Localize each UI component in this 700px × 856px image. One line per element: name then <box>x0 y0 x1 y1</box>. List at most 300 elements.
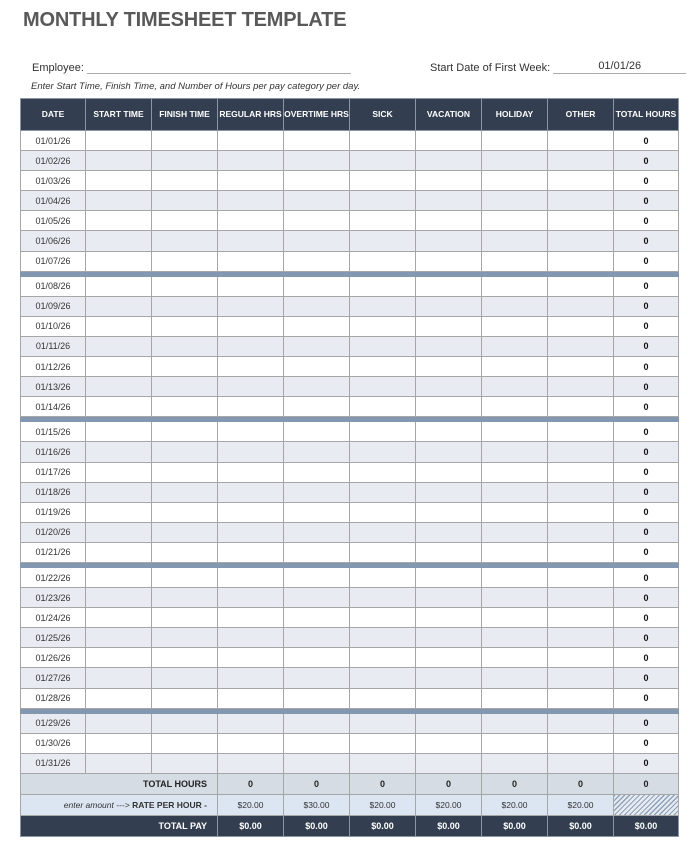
regular-hrs-input[interactable] <box>218 588 284 608</box>
other-input[interactable] <box>548 628 614 648</box>
finish-time-input[interactable] <box>152 276 218 296</box>
sick-input[interactable] <box>350 251 416 271</box>
date-cell: 01/22/26 <box>21 567 86 587</box>
total-hours-cell: 0 <box>614 462 679 482</box>
start-time-input[interactable] <box>86 336 152 356</box>
holiday-input[interactable] <box>482 628 548 648</box>
regular-hrs-input[interactable] <box>218 151 284 171</box>
vacation-input[interactable] <box>416 567 482 587</box>
vacation-input[interactable] <box>416 688 482 708</box>
regular-hrs-input[interactable] <box>218 377 284 397</box>
sick-input[interactable] <box>350 151 416 171</box>
sick-input[interactable] <box>350 316 416 336</box>
vacation-input[interactable] <box>416 171 482 191</box>
overtime-hrs-input[interactable] <box>284 713 350 733</box>
start-time-input[interactable] <box>86 231 152 251</box>
overtime-hrs-input[interactable] <box>284 522 350 542</box>
start-time-input[interactable] <box>86 357 152 377</box>
overtime-hrs-input[interactable] <box>284 397 350 417</box>
holiday-input[interactable] <box>482 733 548 753</box>
overtime-hrs-input[interactable] <box>284 251 350 271</box>
finish-time-input[interactable] <box>152 251 218 271</box>
other-input[interactable] <box>548 422 614 442</box>
regular-hrs-input[interactable] <box>218 442 284 462</box>
finish-time-input[interactable] <box>152 211 218 231</box>
start-time-input[interactable] <box>86 462 152 482</box>
regular-hrs-input[interactable] <box>218 296 284 316</box>
sick-input[interactable] <box>350 276 416 296</box>
regular-hrs-input[interactable] <box>218 628 284 648</box>
other-input[interactable] <box>548 442 614 462</box>
finish-time-input[interactable] <box>152 588 218 608</box>
start-time-input[interactable] <box>86 296 152 316</box>
overtime-hrs-input[interactable] <box>284 567 350 587</box>
sick-input[interactable] <box>350 713 416 733</box>
holiday-input[interactable] <box>482 131 548 151</box>
overtime-hrs-input[interactable] <box>284 191 350 211</box>
regular-hrs-input[interactable] <box>218 171 284 191</box>
other-input[interactable] <box>548 648 614 668</box>
start-time-input[interactable] <box>86 397 152 417</box>
holiday-input[interactable] <box>482 462 548 482</box>
regular-hrs-input[interactable] <box>218 131 284 151</box>
finish-time-input[interactable] <box>152 733 218 753</box>
total-hours-label: TOTAL HOURS <box>21 773 218 794</box>
total-hours-cell: 0 <box>614 251 679 271</box>
total-pay-value: $0.00 <box>548 815 614 836</box>
other-input[interactable] <box>548 397 614 417</box>
date-cell: 01/24/26 <box>21 608 86 628</box>
start-time-input[interactable] <box>86 131 152 151</box>
finish-time-input[interactable] <box>152 131 218 151</box>
total-pay-label: TOTAL PAY <box>21 815 218 836</box>
other-input[interactable] <box>548 231 614 251</box>
date-cell: 01/09/26 <box>21 296 86 316</box>
holiday-input[interactable] <box>482 296 548 316</box>
total-pay-row <box>21 815 679 836</box>
overtime-hrs-input[interactable] <box>284 482 350 502</box>
column-header-vacation: VACATION <box>416 99 482 131</box>
start-time-input[interactable] <box>86 713 152 733</box>
sick-input[interactable] <box>350 482 416 502</box>
finish-time-input[interactable] <box>152 462 218 482</box>
holiday-input[interactable] <box>482 522 548 542</box>
total-hours-cell: 0 <box>614 688 679 708</box>
holiday-input[interactable] <box>482 588 548 608</box>
other-input[interactable] <box>548 131 614 151</box>
vacation-input[interactable] <box>416 482 482 502</box>
other-input[interactable] <box>548 733 614 753</box>
rate-input[interactable]: $30.00 <box>284 794 350 815</box>
holiday-input[interactable] <box>482 276 548 296</box>
regular-hrs-input[interactable] <box>218 753 284 773</box>
other-input[interactable] <box>548 567 614 587</box>
table-row <box>21 668 679 688</box>
regular-hrs-input[interactable] <box>218 422 284 442</box>
overtime-hrs-input[interactable] <box>284 171 350 191</box>
sick-input[interactable] <box>350 357 416 377</box>
date-cell: 01/11/26 <box>21 336 86 356</box>
column-header-sick: SICK <box>350 99 416 131</box>
vacation-input[interactable] <box>416 733 482 753</box>
start-time-input[interactable] <box>86 522 152 542</box>
finish-time-input[interactable] <box>152 713 218 733</box>
regular-hrs-input[interactable] <box>218 522 284 542</box>
regular-hrs-input[interactable] <box>218 191 284 211</box>
vacation-input[interactable] <box>416 377 482 397</box>
vacation-input[interactable] <box>416 251 482 271</box>
finish-time-input[interactable] <box>152 628 218 648</box>
holiday-input[interactable] <box>482 251 548 271</box>
regular-hrs-input[interactable] <box>218 316 284 336</box>
rate-per-hour-label <box>21 794 218 815</box>
regular-hrs-input[interactable] <box>218 276 284 296</box>
sick-input[interactable] <box>350 588 416 608</box>
overtime-hrs-input[interactable] <box>284 462 350 482</box>
rate-input[interactable]: $20.00 <box>548 794 614 815</box>
date-cell: 01/17/26 <box>21 462 86 482</box>
sick-input[interactable] <box>350 628 416 648</box>
overtime-hrs-input[interactable] <box>284 151 350 171</box>
regular-hrs-input[interactable] <box>218 733 284 753</box>
holiday-input[interactable] <box>482 316 548 336</box>
regular-hrs-input[interactable] <box>218 211 284 231</box>
vacation-input[interactable] <box>416 422 482 442</box>
vacation-input[interactable] <box>416 753 482 773</box>
start-time-input[interactable] <box>86 191 152 211</box>
total-hours-cell: 0 <box>614 231 679 251</box>
date-cell: 01/07/26 <box>21 251 86 271</box>
finish-time-input[interactable] <box>152 316 218 336</box>
start-time-input[interactable] <box>86 151 152 171</box>
holiday-input[interactable] <box>482 171 548 191</box>
vacation-input[interactable] <box>416 397 482 417</box>
start-time-input[interactable] <box>86 276 152 296</box>
regular-hrs-input[interactable] <box>218 608 284 628</box>
sick-input[interactable] <box>350 422 416 442</box>
vacation-input[interactable] <box>416 211 482 231</box>
start-time-input[interactable] <box>86 482 152 502</box>
finish-time-input[interactable] <box>152 377 218 397</box>
regular-hrs-input[interactable] <box>218 357 284 377</box>
regular-hrs-input[interactable] <box>218 567 284 587</box>
other-input[interactable] <box>548 211 614 231</box>
vacation-input[interactable] <box>416 502 482 522</box>
finish-time-input[interactable] <box>152 482 218 502</box>
rate-label: RATE PER HOUR - <box>132 799 207 810</box>
start-time-input[interactable] <box>86 688 152 708</box>
holiday-input[interactable] <box>482 357 548 377</box>
sick-input[interactable] <box>350 442 416 462</box>
holiday-input[interactable] <box>482 648 548 668</box>
total-hours-row <box>21 773 679 794</box>
date-cell: 01/02/26 <box>21 151 86 171</box>
start-time-input[interactable] <box>86 542 152 562</box>
start-time-input[interactable] <box>86 171 152 191</box>
start-time-input[interactable] <box>86 316 152 336</box>
holiday-input[interactable] <box>482 542 548 562</box>
sick-input[interactable] <box>350 753 416 773</box>
sick-input[interactable] <box>350 688 416 708</box>
overtime-hrs-input[interactable] <box>284 276 350 296</box>
regular-hrs-input[interactable] <box>218 231 284 251</box>
overtime-hrs-input[interactable] <box>284 628 350 648</box>
holiday-input[interactable] <box>482 713 548 733</box>
vacation-input[interactable] <box>416 336 482 356</box>
vacation-input[interactable] <box>416 151 482 171</box>
holiday-input[interactable] <box>482 377 548 397</box>
overtime-hrs-input[interactable] <box>284 733 350 753</box>
regular-hrs-input[interactable] <box>218 668 284 688</box>
start-time-input[interactable] <box>86 608 152 628</box>
other-input[interactable] <box>548 753 614 773</box>
holiday-input[interactable] <box>482 567 548 587</box>
table-row <box>21 316 679 336</box>
start-date-input[interactable]: 01/01/26 <box>553 60 686 74</box>
overtime-hrs-input[interactable] <box>284 377 350 397</box>
sick-input[interactable] <box>350 131 416 151</box>
holiday-input[interactable] <box>482 608 548 628</box>
sick-input[interactable] <box>350 608 416 628</box>
start-time-input[interactable] <box>86 753 152 773</box>
table-row <box>21 628 679 648</box>
sick-input[interactable] <box>350 191 416 211</box>
rate-input[interactable]: $20.00 <box>482 794 548 815</box>
employee-input[interactable] <box>87 60 351 74</box>
sick-input[interactable] <box>350 296 416 316</box>
regular-hrs-input[interactable] <box>218 502 284 522</box>
overtime-hrs-input[interactable] <box>284 211 350 231</box>
sick-input[interactable] <box>350 648 416 668</box>
instruction-text: Enter Start Time, Finish Time, and Number of Hours per pay category per day. <box>31 81 361 92</box>
finish-time-input[interactable] <box>152 567 218 587</box>
regular-hrs-input[interactable] <box>218 542 284 562</box>
rate-input[interactable]: $20.00 <box>416 794 482 815</box>
finish-time-input[interactable] <box>152 191 218 211</box>
vacation-input[interactable] <box>416 628 482 648</box>
holiday-input[interactable] <box>482 668 548 688</box>
holiday-input[interactable] <box>482 442 548 462</box>
vacation-input[interactable] <box>416 648 482 668</box>
total-hours-cell: 0 <box>614 422 679 442</box>
sick-input[interactable] <box>350 231 416 251</box>
finish-time-input[interactable] <box>152 422 218 442</box>
date-cell: 01/15/26 <box>21 422 86 442</box>
other-input[interactable] <box>548 502 614 522</box>
overtime-hrs-input[interactable] <box>284 316 350 336</box>
start-time-input[interactable] <box>86 668 152 688</box>
regular-hrs-input[interactable] <box>218 713 284 733</box>
total-hours-cell: 0 <box>614 316 679 336</box>
employee-label: Employee: <box>32 62 84 74</box>
start-date-label: Start Date of First Week: <box>430 62 551 74</box>
overtime-hrs-input[interactable] <box>284 296 350 316</box>
overtime-hrs-input[interactable] <box>284 422 350 442</box>
other-input[interactable] <box>548 276 614 296</box>
total-hours-value: 0 <box>350 773 416 794</box>
regular-hrs-input[interactable] <box>218 482 284 502</box>
rate-hint: enter amount ---> <box>63 799 130 810</box>
sick-input[interactable] <box>350 567 416 587</box>
other-input[interactable] <box>548 668 614 688</box>
other-input[interactable] <box>548 462 614 482</box>
table-row <box>21 357 679 377</box>
sick-input[interactable] <box>350 522 416 542</box>
employee-field <box>32 60 351 74</box>
vacation-input[interactable] <box>416 713 482 733</box>
holiday-input[interactable] <box>482 482 548 502</box>
vacation-input[interactable] <box>416 296 482 316</box>
rate-input[interactable]: $20.00 <box>218 794 284 815</box>
finish-time-input[interactable] <box>152 442 218 462</box>
overtime-hrs-input[interactable] <box>284 131 350 151</box>
finish-time-input[interactable] <box>152 542 218 562</box>
vacation-input[interactable] <box>416 231 482 251</box>
other-input[interactable] <box>548 608 614 628</box>
other-input[interactable] <box>548 296 614 316</box>
holiday-input[interactable] <box>482 336 548 356</box>
vacation-input[interactable] <box>416 357 482 377</box>
start-time-input[interactable] <box>86 733 152 753</box>
regular-hrs-input[interactable] <box>218 336 284 356</box>
other-input[interactable] <box>548 316 614 336</box>
other-input[interactable] <box>548 336 614 356</box>
vacation-input[interactable] <box>416 588 482 608</box>
sick-input[interactable] <box>350 211 416 231</box>
column-header-other: OTHER <box>548 99 614 131</box>
overtime-hrs-input[interactable] <box>284 231 350 251</box>
finish-time-input[interactable] <box>152 151 218 171</box>
page-title: MONTHLY TIMESHEET TEMPLATE <box>23 9 347 31</box>
start-time-input[interactable] <box>86 377 152 397</box>
other-input[interactable] <box>548 713 614 733</box>
regular-hrs-input[interactable] <box>218 251 284 271</box>
regular-hrs-input[interactable] <box>218 462 284 482</box>
start-time-input[interactable] <box>86 251 152 271</box>
vacation-input[interactable] <box>416 442 482 462</box>
regular-hrs-input[interactable] <box>218 688 284 708</box>
other-input[interactable] <box>548 688 614 708</box>
holiday-input[interactable] <box>482 753 548 773</box>
vacation-input[interactable] <box>416 131 482 151</box>
other-input[interactable] <box>548 588 614 608</box>
sick-input[interactable] <box>350 397 416 417</box>
vacation-input[interactable] <box>416 276 482 296</box>
total-hours-cell: 0 <box>614 733 679 753</box>
vacation-input[interactable] <box>416 542 482 562</box>
start-time-input[interactable] <box>86 588 152 608</box>
start-time-input[interactable] <box>86 422 152 442</box>
sick-input[interactable] <box>350 542 416 562</box>
regular-hrs-input[interactable] <box>218 397 284 417</box>
start-time-input[interactable] <box>86 628 152 648</box>
start-time-input[interactable] <box>86 502 152 522</box>
overtime-hrs-input[interactable] <box>284 357 350 377</box>
table-row <box>21 608 679 628</box>
sick-input[interactable] <box>350 733 416 753</box>
table-row <box>21 482 679 502</box>
holiday-input[interactable] <box>482 502 548 522</box>
start-time-input[interactable] <box>86 442 152 462</box>
finish-time-input[interactable] <box>152 522 218 542</box>
regular-hrs-input[interactable] <box>218 648 284 668</box>
start-time-input[interactable] <box>86 567 152 587</box>
finish-time-input[interactable] <box>152 336 218 356</box>
total-pay-value: $0.00 <box>218 815 284 836</box>
overtime-hrs-input[interactable] <box>284 608 350 628</box>
total-hours-cell: 0 <box>614 482 679 502</box>
sick-input[interactable] <box>350 336 416 356</box>
sick-input[interactable] <box>350 377 416 397</box>
vacation-input[interactable] <box>416 191 482 211</box>
rate-input[interactable]: $20.00 <box>350 794 416 815</box>
vacation-input[interactable] <box>416 668 482 688</box>
overtime-hrs-input[interactable] <box>284 688 350 708</box>
vacation-input[interactable] <box>416 608 482 628</box>
start-time-input[interactable] <box>86 648 152 668</box>
overtime-hrs-input[interactable] <box>284 668 350 688</box>
finish-time-input[interactable] <box>152 753 218 773</box>
sick-input[interactable] <box>350 502 416 522</box>
other-input[interactable] <box>548 191 614 211</box>
vacation-input[interactable] <box>416 462 482 482</box>
overtime-hrs-input[interactable] <box>284 588 350 608</box>
holiday-input[interactable] <box>482 688 548 708</box>
other-input[interactable] <box>548 542 614 562</box>
overtime-hrs-input[interactable] <box>284 648 350 668</box>
overtime-hrs-input[interactable] <box>284 542 350 562</box>
finish-time-input[interactable] <box>152 502 218 522</box>
finish-time-input[interactable] <box>152 648 218 668</box>
vacation-input[interactable] <box>416 316 482 336</box>
overtime-hrs-input[interactable] <box>284 753 350 773</box>
other-input[interactable] <box>548 522 614 542</box>
finish-time-input[interactable] <box>152 608 218 628</box>
finish-time-input[interactable] <box>152 688 218 708</box>
overtime-hrs-input[interactable] <box>284 442 350 462</box>
holiday-input[interactable] <box>482 397 548 417</box>
other-input[interactable] <box>548 171 614 191</box>
table-row <box>21 171 679 191</box>
other-input[interactable] <box>548 151 614 171</box>
date-cell: 01/08/26 <box>21 276 86 296</box>
other-input[interactable] <box>548 251 614 271</box>
other-input[interactable] <box>548 377 614 397</box>
vacation-input[interactable] <box>416 522 482 542</box>
holiday-input[interactable] <box>482 422 548 442</box>
finish-time-input[interactable] <box>152 357 218 377</box>
sick-input[interactable] <box>350 668 416 688</box>
holiday-input[interactable] <box>482 191 548 211</box>
finish-time-input[interactable] <box>152 231 218 251</box>
table-row <box>21 522 679 542</box>
overtime-hrs-input[interactable] <box>284 336 350 356</box>
finish-time-input[interactable] <box>152 668 218 688</box>
overtime-hrs-input[interactable] <box>284 502 350 522</box>
date-cell: 01/18/26 <box>21 482 86 502</box>
start-time-input[interactable] <box>86 211 152 231</box>
other-input[interactable] <box>548 482 614 502</box>
finish-time-input[interactable] <box>152 296 218 316</box>
finish-time-input[interactable] <box>152 397 218 417</box>
sick-input[interactable] <box>350 171 416 191</box>
holiday-input[interactable] <box>482 211 548 231</box>
sick-input[interactable] <box>350 462 416 482</box>
other-input[interactable] <box>548 357 614 377</box>
holiday-input[interactable] <box>482 151 548 171</box>
finish-time-input[interactable] <box>152 171 218 191</box>
holiday-input[interactable] <box>482 231 548 251</box>
